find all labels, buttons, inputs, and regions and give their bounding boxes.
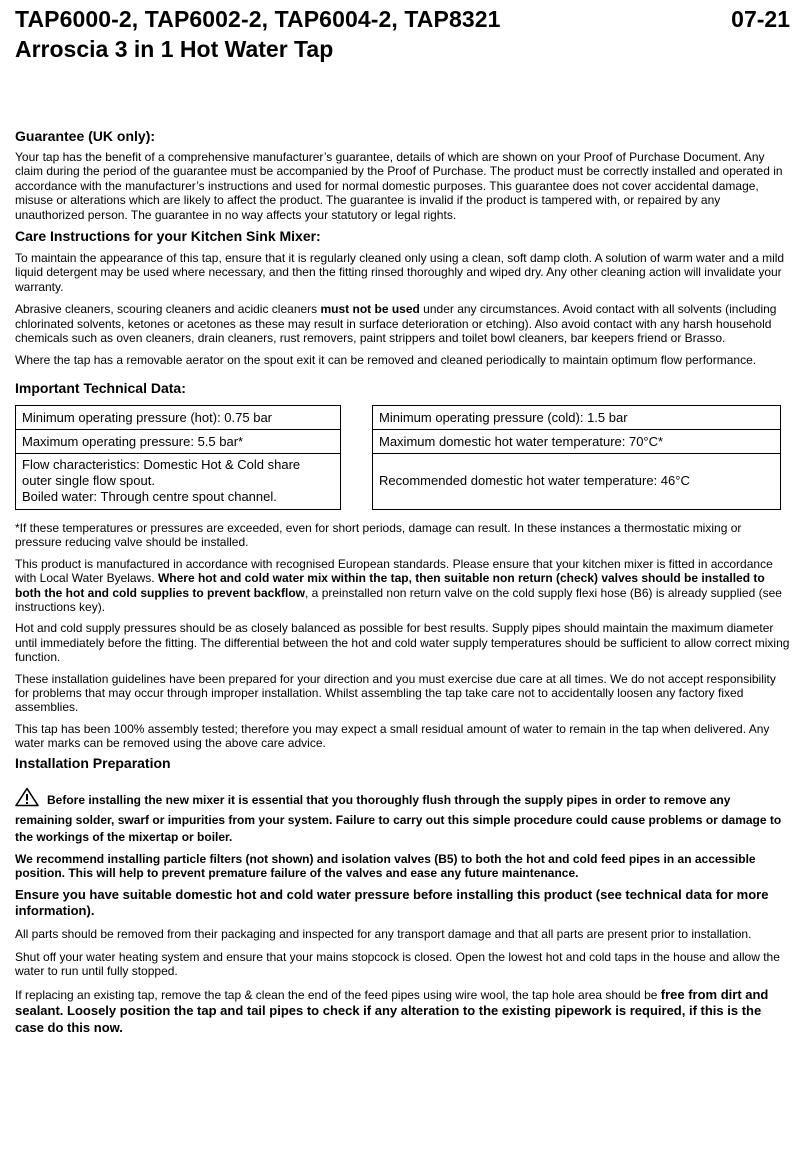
technical-data-tables: [15, 405, 790, 523]
guidelines-paragraph: These installation guidelines have been prepared for your direction and you must exercise due care at all times. We do not accept responsibility for problems that may occur through improper installation. Whilst assembling the tap take care not to accidentally loosen any factory fixed assemblies.: [15, 671, 776, 715]
technical-table-left: [15, 405, 341, 510]
standards-paragraph: This product is manufactured in accordance with recognised European standards. Please ensure that your kitchen mixer is fitted in accordance with Local Water Byelaws. Where hot and cold water mix within the tap, then suitable non return (check) valves should be installed to both the hot and cold supplies to prevent backflow, a preinstalled non return valve on the cold supply flexi hose (B6) is already supplied (see instructions key).: [15, 556, 782, 614]
spec-max-hot-temp: Maximum domestic hot water temperature: 70°C*: [373, 429, 781, 453]
technical-heading: Important Technical Data:: [15, 379, 186, 396]
document-page: [15, 0, 790, 1036]
spec-max-pressure: Maximum operating pressure: 5.5 bar*: [16, 429, 341, 453]
warning-triangle-icon: [15, 787, 39, 812]
care-heading: Care Instructions for your Kitchen Sink Mixer:: [15, 228, 321, 245]
document-header: [15, 0, 790, 110]
balance-paragraph: Hot and cold supply pressures should be as closely balanced as possible for best results. Supply pipes should maintain the maximum diameter until immediately before the fitting. The differential between the hot and cold water supply temperatures should be sufficient to allow correct mixing function.: [15, 621, 790, 665]
product-title: Arroscia 3 in 1 Hot Water Tap: [15, 36, 334, 62]
care-paragraph-1: To maintain the appearance of this tap, ensure that it is regularly cleaned only using a clean, soft damp cloth. A solution of warm water and a mild liquid detergent may be used where necessary, and then the fitting rinsed thoroughly and wiped dry. Any other cleaning action will invalidate your warranty.: [15, 251, 785, 294]
spec-min-pressure-hot: Minimum operating pressure (hot): 0.75 bar: [16, 405, 341, 429]
model-numbers: TAP6000-2, TAP6002-2, TAP6004-2, TAP8321: [15, 6, 501, 32]
tested-paragraph: This tap has been 100% assembly tested; therefore you may expect a small residual amount of water to remain in the tap when delivered. Any water marks can be removed using the above care advice.: [15, 721, 770, 751]
replace-tap-paragraph: If replacing an existing tap, remove the tap & clean the end of the feed pipes using wire wool, the tap hole area should be free from dirt and sealant. Loosely position the tap and tail pipes to check if any alteration to the existing pipework is required, if this is the case do this now.: [15, 986, 769, 1035]
spec-flow-characteristics: Flow characteristics: Domestic Hot & Cold share outer single flow spout. Boiled water: Through centre spout channel.: [16, 453, 341, 509]
shutoff-paragraph: Shut off your water heating system and ensure that your mains stopcock is closed. Open the lowest hot and cold taps in the house and allow the water to run until fully stopped.: [15, 949, 780, 979]
revision-code: 07-21: [731, 6, 790, 32]
spec-recommended-hot-temp: Recommended domestic hot water temperature: 46°C: [373, 453, 781, 509]
guarantee-text: Your tap has the benefit of a comprehensive manufacturer’s guarantee, details of which are shown on your Proof of Purchase Document. Any claim during the period of the guarantee must be accompanied by the Proof of Purchase. The product must be correctly installed and operated in accordance with the manufacturer’s instructions and used for normal domestic purposes. This guarantee does not cover accidental damage, misuse or alterations which are likely to affect the product. The guarantee is invalid if the product is tampered with, or repaired by any unauthorized person. The guarantee in no way affects your statutory or legal rights.: [15, 150, 783, 222]
care-paragraph-3: Where the tap has a removable aerator on the spout exit it can be removed and cleaned periodically to maintain optimum flow performance.: [15, 353, 757, 368]
care-paragraph-2: Abrasive cleaners, scouring cleaners and acidic cleaners must not be used under any circumstances. Avoid contact with all solvents (including chlorinated solvents, ketones or acetones as these may result in surface deterioration or etching). Also avoid contact with any harsh household chemicals such as oven cleaners, drain cleaners, rust removers, paint strippers and toilet bowl cleaners, bar keepers friend or Brasso.: [15, 302, 777, 346]
technical-table-right: [372, 405, 781, 510]
pressure-paragraph: Ensure you have suitable domestic hot and cold water pressure before installing this product (see technical data for more information).: [15, 887, 769, 919]
recommend-paragraph: We recommend installing particle filters (not shown) and isolation valves (B5) to both the hot and cold feed pipes in an accessible position. This will help to prevent premature failure of the valves and ease any future maintenance.: [15, 851, 756, 880]
installation-heading: Installation Preparation: [15, 754, 171, 771]
spec-min-pressure-cold: Minimum operating pressure (cold): 1.5 bar: [373, 405, 781, 429]
technical-footnote: *If these temperatures or pressures are exceeded, even for short periods, damage can result. In these instances a thermostatic mixing or pressure reducing valve should be installed.: [15, 520, 742, 550]
guarantee-heading: Guarantee (UK only):: [15, 128, 156, 144]
remove-parts-paragraph: All parts should be removed from their packaging and inspected for any transport damage and that all parts are present prior to installation.: [15, 927, 752, 942]
flush-warning: Before installing the new mixer it is essential that you thoroughly flush through the supply pipes in order to remove any remaining solder, swarf or impurities from your system. Failure to carry out this simple procedure could cause problems or damage to the workings of the mixertap or boiler.: [15, 787, 790, 846]
